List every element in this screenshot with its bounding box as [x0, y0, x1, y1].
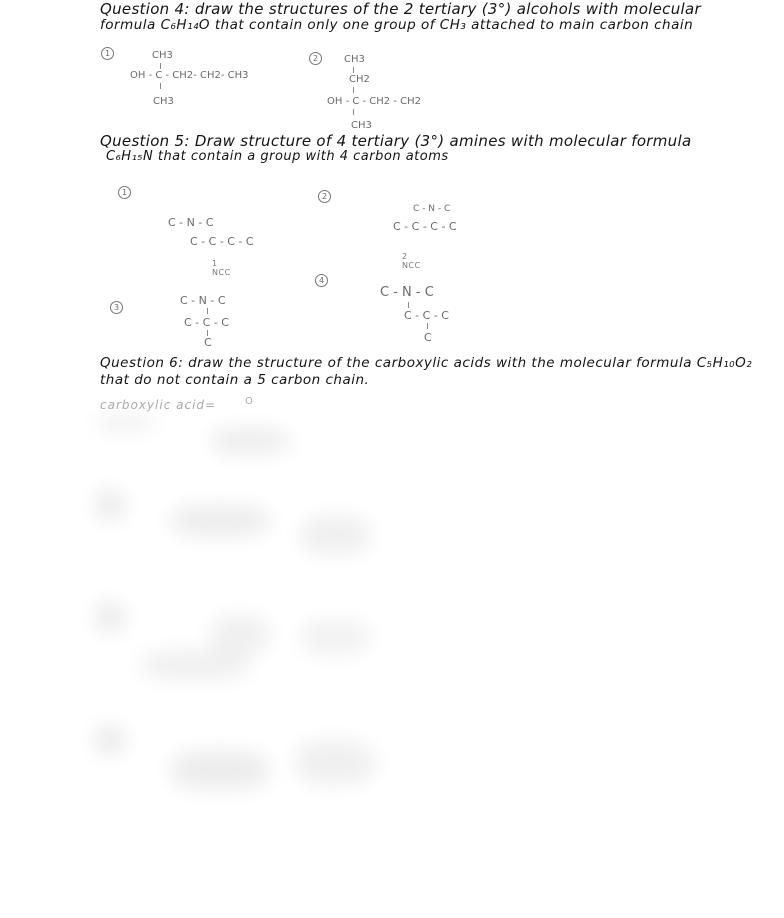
q5-s1-label: 1 NCC	[212, 259, 231, 277]
q5-s2-row2: C - C - C - C	[393, 220, 457, 233]
q6-title-line2: that do not contain a 5 carbon chain.	[100, 372, 370, 388]
q5-s2-label: 2 NCC	[402, 252, 421, 270]
q5-s4-row2: C - C - C	[404, 309, 449, 322]
q6-partial-oxygen: O	[245, 396, 253, 407]
q4-s1-row1: CH3	[152, 50, 173, 61]
q5-title-line2: C₆H₁₅N that contain a group with 4 carbon atoms	[106, 149, 449, 164]
q6-partial-text: carboxylic acid=	[100, 398, 217, 412]
q5-s3-row1: C - N - C	[180, 294, 226, 307]
q5-s1-row1: C - N - C	[168, 216, 214, 229]
q5-structure-3-number: 3	[110, 301, 123, 314]
q5-structure-1-number: 1	[118, 186, 131, 199]
q5-structure-2-number: 2	[318, 190, 331, 203]
q5-s2-row1: C - N - C	[413, 204, 451, 214]
q4-title-line2: formula C₆H₁₄O that contain only one group of CH₃ attached to main carbon chain	[100, 17, 694, 33]
q6-title-line1: Question 6: draw the structure of the carboxylic acids with the molecular formula C₅H₁₀O₂	[100, 355, 753, 371]
q4-structure-2-number: 2	[309, 52, 322, 65]
q5-s4-row1: C - N - C	[380, 285, 434, 300]
q4-s2-row1: CH3	[344, 54, 365, 65]
q4-s2-row3: OH - C - CH2 - CH2	[327, 96, 421, 107]
q4-structure-1-number: 1	[101, 47, 114, 60]
q5-title-line1: Question 5: Draw structure of 4 tertiary (3°) amines with molecular formula	[100, 132, 692, 150]
q5-s3-row2: C - C - C	[184, 316, 229, 329]
q5-s1-row2: C - C - C - C	[190, 235, 254, 248]
q5-structure-4-number: 4	[315, 274, 328, 287]
q4-title-line1: Question 4: draw the structures of the 2 tertiary (3°) alcohols with molecular	[100, 0, 701, 18]
blurred-hidden-content	[0, 410, 784, 918]
q5-s3-row3: C	[204, 336, 212, 349]
q4-s2-row2: CH2	[349, 74, 370, 85]
q4-s1-row2: OH - C - CH2- CH2- CH3	[130, 70, 249, 81]
q4-s1-row3: CH3	[153, 96, 174, 107]
q4-s2-row4: CH3	[351, 120, 372, 131]
q5-s4-row3: C	[424, 331, 432, 344]
